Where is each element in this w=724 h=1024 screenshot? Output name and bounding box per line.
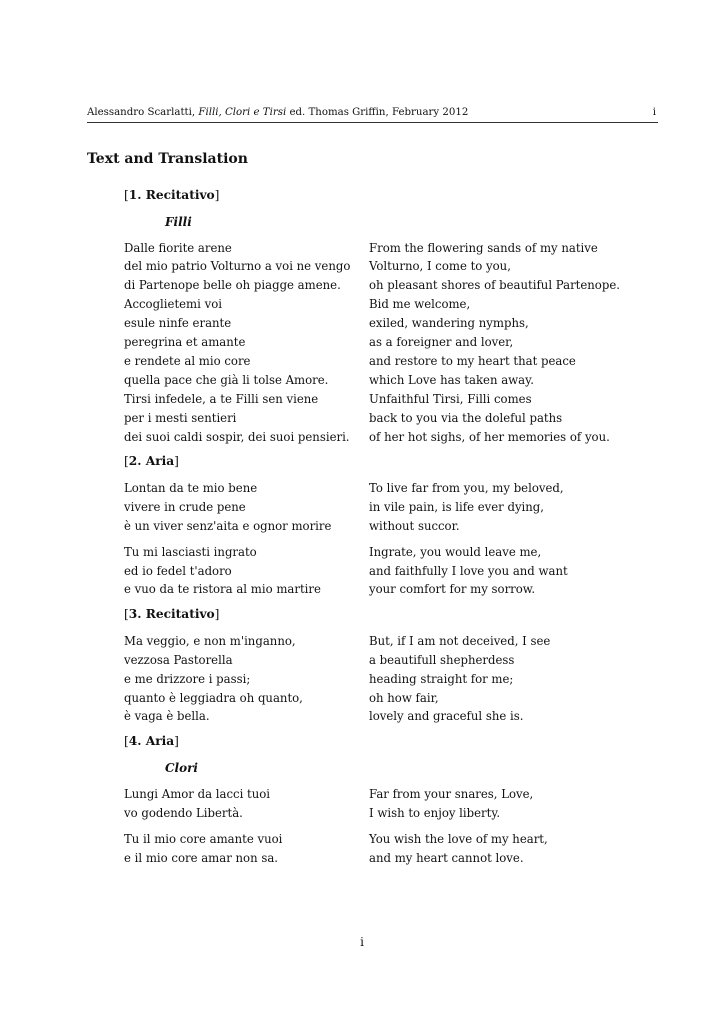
section-heading bbox=[124, 733, 179, 749]
heading-bracket-open: [ bbox=[124, 188, 129, 202]
heading-bracket-close: ] bbox=[174, 734, 179, 749]
italian-line: per i mesti sentieri bbox=[124, 410, 237, 425]
running-header bbox=[87, 106, 658, 123]
heading-bracket-open: [ bbox=[124, 734, 129, 749]
heading-bracket-close: ] bbox=[174, 454, 179, 469]
english-line: of her hot sighs, of her memories of you. bbox=[369, 429, 610, 444]
section-heading bbox=[124, 187, 219, 203]
english-line: heading straight for me; bbox=[369, 671, 514, 686]
heading-text: 1. Recitativo bbox=[128, 188, 215, 202]
english-line: in vile pain, is life ever dying, bbox=[369, 499, 545, 514]
page-title: Text and Translation bbox=[87, 151, 248, 167]
italian-line: e rendete al mio core bbox=[124, 353, 251, 368]
italian-line: Tu mi lasciasti ingrato bbox=[124, 544, 257, 559]
english-line: a beautifull shepherdess bbox=[369, 652, 515, 667]
italian-line: Ma veggio, e non m'inganno, bbox=[124, 633, 296, 648]
italian-line: vezzosa Pastorella bbox=[124, 652, 233, 667]
heading-bracket-open: [ bbox=[124, 607, 129, 622]
italian-line: ed io fedel t'adoro bbox=[124, 563, 232, 578]
english-line: You wish the love of my heart, bbox=[369, 831, 548, 846]
section-heading bbox=[124, 606, 219, 622]
italian-line: dei suoi caldi sospir, dei suoi pensieri. bbox=[124, 429, 350, 444]
speaker-name: Clori bbox=[165, 760, 198, 775]
italian-line: Lungi Amor da lacci tuoi bbox=[124, 786, 271, 801]
italian-line: quella pace che già li tolse Amore. bbox=[124, 372, 329, 387]
english-line: and faithfully I love you and want bbox=[369, 563, 568, 578]
italian-line: quanto è leggiadra oh quanto, bbox=[124, 690, 303, 705]
section-heading bbox=[124, 453, 179, 469]
english-line: Far from your snares, Love, bbox=[369, 786, 534, 801]
header-editor: ed. Thomas Griffin, February 2012 bbox=[286, 107, 469, 118]
english-line: lovely and graceful she is. bbox=[369, 709, 524, 724]
italian-line: e il mio core amar non sa. bbox=[124, 850, 279, 865]
english-line: From the flowering sands of my native bbox=[369, 240, 598, 255]
italian-line: Tirsi infedele, a te Filli sen viene bbox=[124, 391, 319, 406]
english-line: exiled, wandering nymphs, bbox=[369, 316, 529, 331]
english-line: and my heart cannot love. bbox=[369, 850, 524, 865]
italian-line: esule ninfe erante bbox=[124, 316, 232, 331]
english-line: Volturno, I come to you, bbox=[369, 259, 511, 274]
italian-line: Dalle fiorite arene bbox=[124, 240, 232, 255]
italian-line: Tu il mio core amante vuoi bbox=[124, 831, 283, 846]
english-line: back to you via the doleful paths bbox=[369, 410, 563, 425]
heading-text: 4. Aria bbox=[128, 734, 175, 749]
italian-line: vo godendo Libertà. bbox=[124, 805, 243, 820]
english-line: But, if I am not deceived, I see bbox=[369, 633, 551, 648]
italian-line: è vaga è bella. bbox=[124, 709, 210, 724]
italian-line: peregrina et amante bbox=[124, 335, 246, 349]
italian-line: è un viver senz'aita e ognor morire bbox=[124, 518, 332, 533]
italian-line: di Partenope belle oh piagge amene. bbox=[124, 278, 341, 293]
heading-text: 2. Aria bbox=[128, 454, 175, 469]
english-line: I wish to enjoy liberty. bbox=[369, 805, 501, 820]
italian-line: vivere in crude pene bbox=[124, 499, 246, 514]
header-page-number: i bbox=[652, 107, 656, 118]
english-line: as a foreigner and lover, bbox=[369, 335, 514, 349]
english-line: which Love has taken away. bbox=[369, 372, 534, 387]
heading-bracket-open: [ bbox=[124, 454, 129, 469]
italian-line: Accoglietemi voi bbox=[124, 297, 222, 312]
italian-line: Lontan da te mio bene bbox=[124, 480, 258, 495]
footer-page-number: i bbox=[360, 935, 364, 949]
english-line: Unfaithful Tirsi, Filli comes bbox=[369, 391, 532, 406]
english-line: Ingrate, you would leave me, bbox=[369, 544, 542, 559]
english-line: your comfort for my sorrow. bbox=[369, 582, 536, 597]
italian-line: del mio patrio Volturno a voi ne vengo bbox=[124, 259, 351, 274]
english-line: without succor. bbox=[369, 518, 460, 533]
header-citation bbox=[87, 106, 468, 120]
english-line: and restore to my heart that peace bbox=[369, 353, 576, 368]
english-line: To live far from you, my beloved, bbox=[369, 480, 564, 495]
heading-bracket-close: ] bbox=[214, 188, 220, 202]
english-line: oh pleasant shores of beautiful Partenope. bbox=[369, 278, 620, 293]
header-work-title: Filli, Clori e Tirsi bbox=[198, 107, 287, 118]
italian-line: e me drizzore i passi; bbox=[124, 671, 251, 686]
english-line: oh how fair, bbox=[369, 690, 439, 705]
heading-text: 3. Recitativo bbox=[128, 607, 215, 622]
english-line: Bid me welcome, bbox=[369, 297, 471, 312]
heading-bracket-close: ] bbox=[214, 607, 220, 622]
italian-line: e vuo da te ristora al mio martire bbox=[124, 582, 321, 597]
speaker-name: Filli bbox=[165, 214, 192, 229]
header-author: Alessandro Scarlatti, bbox=[87, 107, 199, 118]
